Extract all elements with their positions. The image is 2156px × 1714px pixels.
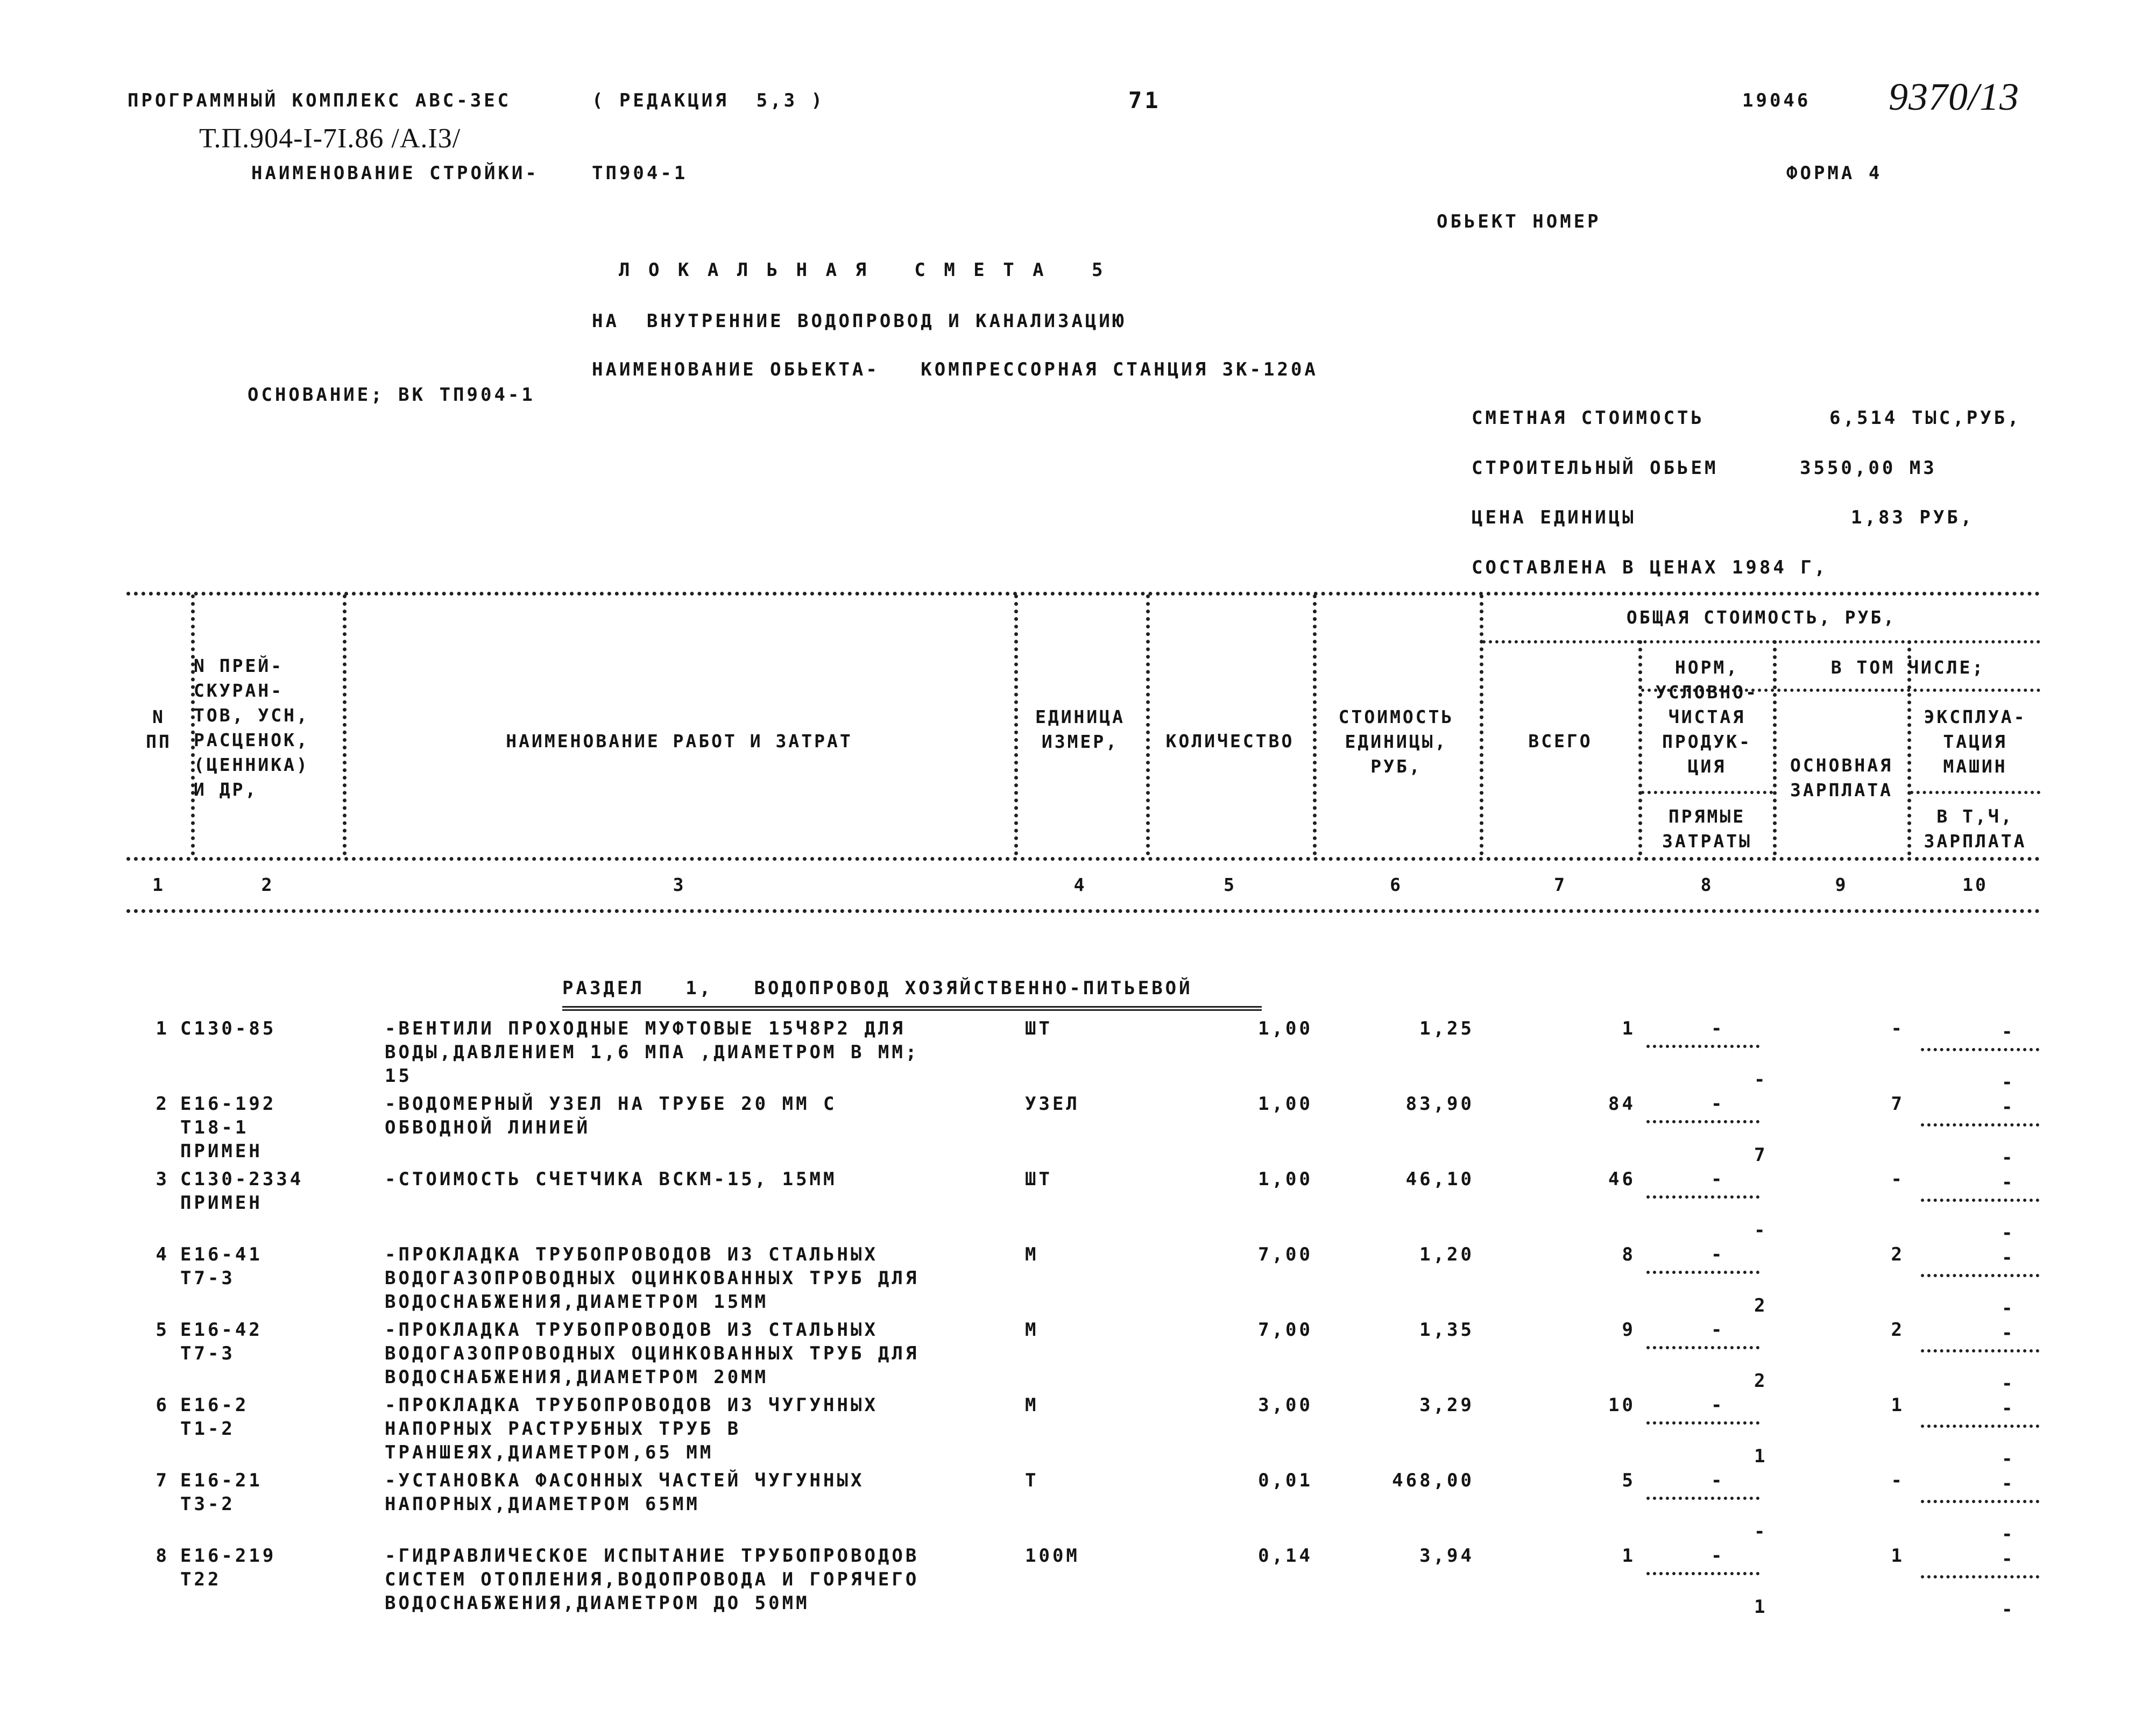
header-unit: ЕДИНИЦА ИЗМЕР, — [1035, 706, 1126, 752]
row-subrule — [1646, 1346, 1759, 1349]
row-norm-net-value: - — [1711, 1244, 1722, 1265]
row-unit: ШТ — [1025, 1018, 1052, 1039]
column-number: 7 — [1554, 874, 1567, 895]
basis: ОСНОВАНИЕ; ВК ТП904-1 — [248, 384, 535, 406]
row-number: 7 — [155, 1470, 169, 1491]
row-quantity: 1,00 — [1258, 1168, 1313, 1190]
row-machine-salary: - — [2002, 1448, 2013, 1470]
row-number: 1 — [155, 1018, 169, 1039]
header-direct-costs: ПРЯМЫЕ ЗАТРАТЫ — [1662, 806, 1752, 852]
row-machine-value: - — [2002, 1247, 2013, 1269]
summary-value: 1,83 РУБ, — [1851, 507, 1975, 528]
column-number: 1 — [152, 874, 165, 895]
row-code: Е16-41 Т7-3 — [180, 1244, 263, 1289]
row-unit: Т — [1025, 1470, 1039, 1491]
row-unit: М — [1025, 1319, 1039, 1341]
object-name: НАИМЕНОВАНИЕ ОБЬЕКТА- КОМПРЕССОРНАЯ СТАНЦИЯ ЗК-120А — [592, 359, 1318, 380]
row-name: -ПРОКЛАДКА ТРУБОПРОВОДОВ ИЗ ЧУГУННЫХ НАПОРНЫХ РАСТРУБНЫХ ТРУБ В ТРАНШЕЯХ,ДИАМЕТРОМ,65 ММ — [385, 1394, 878, 1463]
row-norm-net-value: - — [1711, 1394, 1722, 1416]
header-subrule — [1910, 791, 2040, 794]
header-bottom-rule — [126, 857, 2040, 861]
row-direct-costs-value: 2 — [1754, 1370, 1765, 1392]
row-subrule — [1921, 1425, 2039, 1428]
row-subrule — [1646, 1120, 1759, 1123]
row-subrule — [1921, 1123, 2039, 1127]
estimate-title: Л О К А Л Ь Н А Я С М Е Т А 5 — [619, 259, 1107, 281]
row-name: -ВЕНТИЛИ ПРОХОДНЫЕ МУФТОВЫЕ 15Ч8Р2 ДЛЯ ВОДЫ,ДАВЛЕНИЕМ 1,6 МПА ,ДИАМЕТРОМ В ММ; 15 — [385, 1018, 920, 1087]
column-number: 2 — [261, 874, 274, 895]
header-total: ВСЕГО — [1528, 731, 1593, 752]
summary-label: ЦЕНА ЕДИНИЦЫ — [1472, 507, 1636, 528]
row-code: Е16-2 Т1-2 — [180, 1394, 249, 1440]
row-name: -ПРОКЛАДКА ТРУБОПРОВОДОВ ИЗ СТАЛЬНЫХ ВОДОГАЗОПРОВОДНЫХ ОЦИНКОВАННЫХ ТРУБ ДЛЯ ВОДОСНАБЖЕНИЯ,ДИАМЕТРОМ 15ММ — [385, 1244, 920, 1313]
column-separator — [1480, 594, 1483, 855]
row-code: Е16-219 Т22 — [180, 1545, 277, 1590]
row-direct-costs-value: - — [1754, 1220, 1765, 1241]
header-base-salary: ОСНОВНАЯ ЗАРПЛАТА — [1790, 755, 1893, 801]
row-subrule — [1646, 1271, 1759, 1274]
row-unit: УЗЕЛ — [1025, 1093, 1080, 1115]
row-subrule — [1646, 1497, 1759, 1500]
summary-label: СОСТАВЛЕНА В ЦЕНАХ 1984 Г, — [1472, 557, 1828, 578]
row-quantity: 1,00 — [1258, 1093, 1313, 1115]
row-name: -СТОИМОСТЬ СЧЕТЧИКА ВСКМ-15, 15ММ — [385, 1168, 837, 1190]
row-subrule — [1646, 1195, 1759, 1199]
row-number: 3 — [155, 1168, 169, 1190]
row-code: Е16-21 Т3-2 — [180, 1470, 263, 1515]
header-subrule — [1482, 640, 2040, 643]
row-base-salary: - — [1891, 1168, 1905, 1190]
row-direct-costs-value: - — [1754, 1069, 1765, 1090]
row-subrule — [1921, 1349, 2039, 1352]
row-machine-value: - — [2002, 1096, 2013, 1118]
row-unit-price: 46,10 — [1405, 1168, 1474, 1190]
row-code: Е16-42 Т7-3 — [180, 1319, 263, 1364]
row-unit-price: 1,35 — [1419, 1319, 1474, 1341]
header-top-rule — [126, 592, 2040, 596]
header-price-list: N ПРЕЙ- СКУРАН- ТОВ, УСН, РАСЦЕНОК, (ЦЕННИКА) И ДР, — [194, 655, 309, 800]
summary-label: СТРОИТЕЛЬНЫЙ ОБЬЕМ — [1472, 457, 1719, 479]
column-number: 5 — [1224, 874, 1236, 895]
row-base-salary: 1 — [1891, 1394, 1905, 1416]
row-code: С130-85 — [180, 1018, 277, 1039]
construction-value: ТП904-1 — [592, 162, 688, 184]
row-subrule — [1921, 1274, 2039, 1277]
row-machine-value: - — [2002, 1548, 2013, 1570]
header-norm-net: НОРМ, УСЛОВНО- — [1656, 657, 1758, 703]
row-machine-salary: - — [2002, 1524, 2013, 1545]
estimate-subtitle: НА ВНУТРЕННИЕ ВОДОПРОВОД И КАНАЛИЗАЦИЮ — [592, 310, 1127, 332]
header-incl-salary: В Т,Ч, ЗАРПЛАТА — [1924, 806, 2027, 852]
header-npp: N ПП — [146, 706, 172, 752]
row-machine-salary: - — [2002, 1373, 2013, 1394]
row-subrule — [1646, 1045, 1759, 1048]
row-name: -УСТАНОВКА ФАСОННЫХ ЧАСТЕЙ ЧУГУННЫХ НАПОРНЫХ,ДИАМЕТРОМ 65ММ — [385, 1470, 865, 1515]
row-machine-value: - — [2002, 1473, 2013, 1495]
row-total: 10 — [1608, 1394, 1636, 1416]
summary-value: 6,514 ТЫС,РУБ, — [1829, 407, 2021, 429]
row-base-salary: - — [1891, 1470, 1905, 1491]
header-including: В ТОМ ЧИСЛЕ; — [1830, 657, 1985, 678]
row-machine-value: - — [2002, 1021, 2013, 1043]
row-total: 84 — [1608, 1093, 1636, 1115]
row-machine-salary: - — [2002, 1599, 2013, 1620]
column-number: 6 — [1390, 874, 1403, 895]
row-direct-costs-value: 1 — [1754, 1446, 1765, 1467]
row-quantity: 0,14 — [1258, 1545, 1313, 1567]
row-unit-price: 3,94 — [1419, 1545, 1474, 1567]
column-numbers-rule — [126, 909, 2040, 913]
row-machine-value: - — [2002, 1172, 2013, 1193]
summary-value: 3550,00 М3 — [1800, 457, 1937, 479]
row-name: -ГИДРАВЛИЧЕСКОЕ ИСПЫТАНИЕ ТРУБОПРОВОДОВ СИСТЕМ ОТОПЛЕНИЯ,ВОДОПРОВОДА И ГОРЯЧЕГО ВОДОСНАБЖЕНИЯ,ДИАМЕТРОМ ДО 50ММ — [385, 1545, 920, 1614]
section-underline — [562, 1006, 1262, 1011]
row-quantity: 3,00 — [1258, 1394, 1313, 1416]
row-unit-price: 3,29 — [1419, 1394, 1474, 1416]
column-number: 10 — [1962, 874, 1988, 895]
row-unit: 100М — [1025, 1545, 1080, 1567]
row-code: Е16-192 Т18-1 ПРИМЕН — [180, 1093, 277, 1162]
column-separator — [1146, 594, 1150, 855]
row-code: С130-2334 ПРИМЕН — [180, 1168, 304, 1214]
column-number: 3 — [673, 874, 686, 895]
row-name: -ПРОКЛАДКА ТРУБОПРОВОДОВ ИЗ СТАЛЬНЫХ ВОДОГАЗОПРОВОДНЫХ ОЦИНКОВАННЫХ ТРУБ ДЛЯ ВОДОСНАБЖЕНИЯ,ДИАМЕТРОМ 20ММ — [385, 1319, 920, 1388]
row-number: 4 — [155, 1244, 169, 1265]
row-base-salary: 2 — [1891, 1244, 1905, 1265]
row-machine-salary: - — [2002, 1147, 2013, 1168]
edition: ( РЕДАКЦИЯ 5,3 ) — [592, 90, 825, 111]
column-number: 4 — [1073, 874, 1087, 895]
row-number: 6 — [155, 1394, 169, 1416]
row-norm-net-value: - — [1711, 1093, 1722, 1115]
row-total: 5 — [1622, 1470, 1636, 1491]
row-number: 8 — [155, 1545, 169, 1567]
row-subrule — [1646, 1421, 1759, 1425]
row-quantity: 7,00 — [1258, 1319, 1313, 1341]
row-quantity: 7,00 — [1258, 1244, 1313, 1265]
row-machine-salary: - — [2002, 1298, 2013, 1319]
row-norm-net-value: - — [1711, 1319, 1722, 1341]
row-total: 46 — [1608, 1168, 1636, 1190]
row-unit: ШТ — [1025, 1168, 1052, 1190]
row-norm-net-value: - — [1711, 1168, 1722, 1190]
row-machine-salary: - — [2002, 1072, 2013, 1093]
row-unit-price: 83,90 — [1405, 1093, 1474, 1115]
row-base-salary: 7 — [1891, 1093, 1905, 1115]
row-total: 1 — [1622, 1018, 1636, 1039]
page-number: 71 — [1128, 87, 1161, 114]
row-unit-price: 1,25 — [1419, 1018, 1474, 1039]
row-unit-price: 468,00 — [1392, 1470, 1474, 1491]
section-title: РАЗДЕЛ 1, ВОДОПРОВОД ХОЗЯЙСТВЕННО-ПИТЬЕВОЙ — [562, 978, 1193, 999]
header-subrule — [1641, 791, 1773, 794]
header-unit-cost: СТОИМОСТЬ ЕДИНИЦЫ, РУБ, — [1338, 706, 1454, 777]
header-work-name: НАИМЕНОВАНИЕ РАБОТ И ЗАТРАТ — [506, 731, 853, 752]
row-machine-value: - — [2002, 1398, 2013, 1419]
handwritten-reference: 9370/13 — [1889, 75, 2020, 118]
header-net-product: ЧИСТАЯ ПРОДУК- ЦИЯ — [1662, 706, 1752, 777]
row-unit-price: 1,20 — [1419, 1244, 1474, 1265]
row-subrule — [1921, 1199, 2039, 1202]
header-total-group: ОБЩАЯ СТОИМОСТЬ, РУБ, — [1626, 607, 1897, 628]
row-machine-salary: - — [2002, 1222, 2013, 1244]
row-unit: М — [1025, 1244, 1039, 1265]
row-direct-costs-value: 1 — [1754, 1596, 1765, 1618]
row-base-salary: - — [1891, 1018, 1905, 1039]
row-direct-costs-value: 7 — [1754, 1144, 1765, 1166]
document-code: 19046 — [1742, 90, 1811, 111]
row-subrule — [1921, 1048, 2039, 1051]
row-base-salary: 2 — [1891, 1319, 1905, 1341]
row-number: 5 — [155, 1319, 169, 1341]
object-number: ОБЬЕКТ НОМЕР — [1437, 211, 1601, 232]
row-direct-costs-value: - — [1754, 1521, 1765, 1542]
row-number: 2 — [155, 1093, 169, 1115]
summary-label: СМЕТНАЯ СТОИМОСТЬ — [1472, 407, 1705, 429]
row-unit: М — [1025, 1394, 1039, 1416]
row-machine-value: - — [2002, 1322, 2013, 1344]
document-reference: Т.П.904-I-7I.86 /А.I3/ — [199, 123, 461, 154]
header-machine-operation: ЭКСПЛУА- ТАЦИЯ МАШИН — [1924, 706, 2027, 777]
row-norm-net-value: - — [1711, 1545, 1722, 1567]
row-subrule — [1921, 1500, 2039, 1503]
row-subrule — [1921, 1575, 2039, 1578]
row-subrule — [1646, 1572, 1759, 1575]
row-norm-net-value: - — [1711, 1018, 1722, 1039]
row-total: 9 — [1622, 1319, 1636, 1341]
row-quantity: 0,01 — [1258, 1470, 1313, 1491]
program-name: ПРОГРАММНЫЙ КОМПЛЕКС АВС-ЗЕС — [128, 90, 512, 111]
row-name: -ВОДОМЕРНЫЙ УЗЕЛ НА ТРУБЕ 20 ММ С ОБВОДНОЙ ЛИНИЕЙ — [385, 1093, 837, 1138]
row-norm-net-value: - — [1711, 1470, 1722, 1491]
column-separator — [343, 594, 347, 855]
row-total: 8 — [1622, 1244, 1636, 1265]
construction-label: НАИМЕНОВАНИЕ СТРОЙКИ- — [251, 162, 539, 184]
row-base-salary: 1 — [1891, 1545, 1905, 1567]
column-number: 8 — [1700, 874, 1714, 895]
row-direct-costs-value: 2 — [1754, 1295, 1765, 1316]
header-quantity: КОЛИЧЕСТВО — [1165, 731, 1295, 752]
row-quantity: 1,00 — [1258, 1018, 1313, 1039]
column-number: 9 — [1835, 874, 1848, 895]
row-total: 1 — [1622, 1545, 1636, 1567]
form-number: ФОРМА 4 — [1786, 162, 1883, 184]
